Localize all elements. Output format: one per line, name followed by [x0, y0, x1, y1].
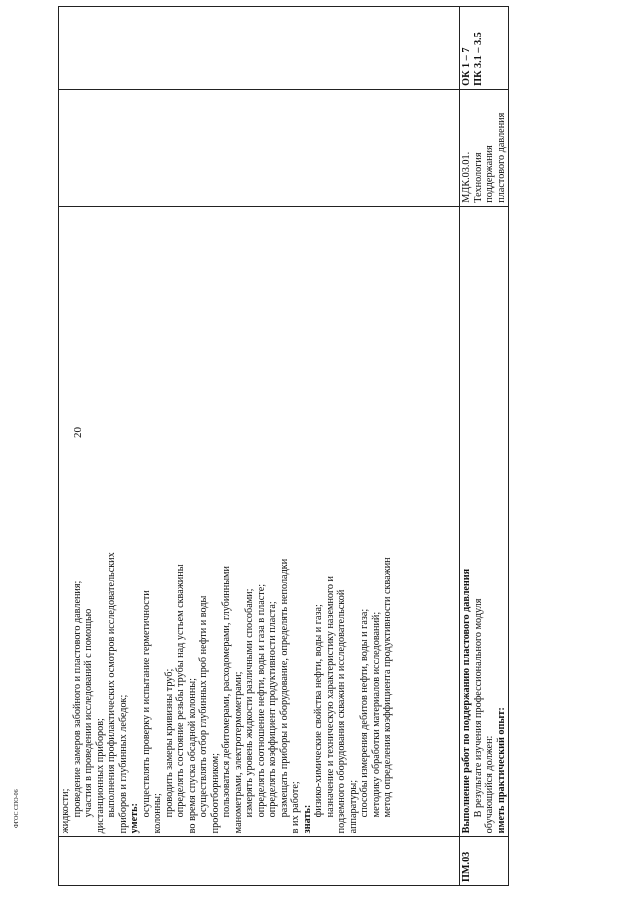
content-line: осуществлять проверку и испытание герметичности	[140, 590, 152, 818]
mdk-line: Технология	[472, 152, 484, 203]
table-row	[460, 7, 509, 886]
content-cell	[59, 206, 460, 837]
mdk-cell	[460, 89, 509, 206]
content-line: осуществлять отбор глубинных проб нефти и воды	[198, 595, 209, 818]
page-number: 20	[72, 427, 84, 438]
module-intro: В результате изучения профессионального модуля	[472, 598, 484, 818]
mdk-line: поддержания	[484, 145, 495, 203]
mdk-line: пластового давления	[495, 112, 507, 203]
code-cell	[59, 837, 460, 886]
footer-code: ФГОС СПО-06	[14, 789, 20, 828]
competence-cell	[460, 7, 509, 90]
competence-line: ПК 3.1 – 3.5	[472, 32, 484, 86]
content-line: методику обработки материалов исследований;	[370, 611, 382, 818]
content-line: участия в проведении исследований с помощью	[83, 608, 94, 818]
content-line: колонны;	[152, 793, 163, 834]
content-line: метод определения коэффициента продуктивности скважин	[382, 557, 393, 818]
content-line: в их работе;	[290, 781, 301, 834]
content-line: измерять уровень жидкости различными способами;	[244, 588, 255, 818]
content-line: определять коэффициент продуктивности пласта;	[267, 601, 278, 818]
content-line: манометрами, электротермометрами;	[232, 671, 244, 834]
competence-cell	[59, 7, 460, 90]
content-line: пользоваться дебитомерами, расходомерами, глубинными	[221, 566, 232, 818]
content-line: приборов и глубинных лебедок;	[117, 694, 129, 834]
content-line: размещать приборы и оборудование, определять неполадки	[278, 558, 290, 818]
curriculum-table	[58, 6, 509, 886]
content-line: назначение и техническую характеристику наземного и	[324, 575, 336, 818]
competence-line: ОК 1 – 7	[461, 47, 472, 86]
module-title: Выполнение работ по поддержанию пластового давления	[461, 568, 472, 834]
module-code: ПМ.03	[460, 837, 509, 886]
content-line: способы измерения дебитов нефти, воды и газа;	[359, 608, 370, 818]
content-line: во время спуска обсадной колонны;	[186, 678, 198, 834]
content-line: аппаратуры;	[347, 779, 359, 834]
content-line: пробоотборником;	[209, 753, 221, 834]
mdk-line: МДК.03.01.	[461, 151, 472, 203]
table-row	[59, 7, 460, 886]
mdk-cell	[59, 89, 460, 206]
rotated-table-container	[58, 6, 623, 886]
content-line: уметь:	[129, 803, 140, 834]
content-line: жидкости;	[60, 788, 71, 834]
content-line: определять состояние резьбы трубы над устьем скважины	[175, 564, 186, 818]
module-intro-2: обучающийся должен:	[484, 735, 495, 834]
content-line: знать:	[301, 804, 313, 834]
module-content	[460, 206, 509, 837]
content-line: дистанционных приборов;	[94, 718, 106, 834]
content-line: проведение замеров забойного и пластового давления;	[71, 580, 83, 818]
practice-heading: иметь практический опыт:	[495, 707, 507, 834]
content-line: подземного оборудования скважин и исследовательской	[336, 589, 347, 834]
content-line: проводить замеры кривизны труб;	[163, 668, 175, 818]
content-line: физико-химические свойства нефти, воды и газа;	[313, 604, 324, 818]
content-line: определять соотношение нефти, воды и газа в пласте;	[255, 583, 267, 818]
content-line: выполнения профилактических осмотров исследовательских	[106, 552, 117, 818]
